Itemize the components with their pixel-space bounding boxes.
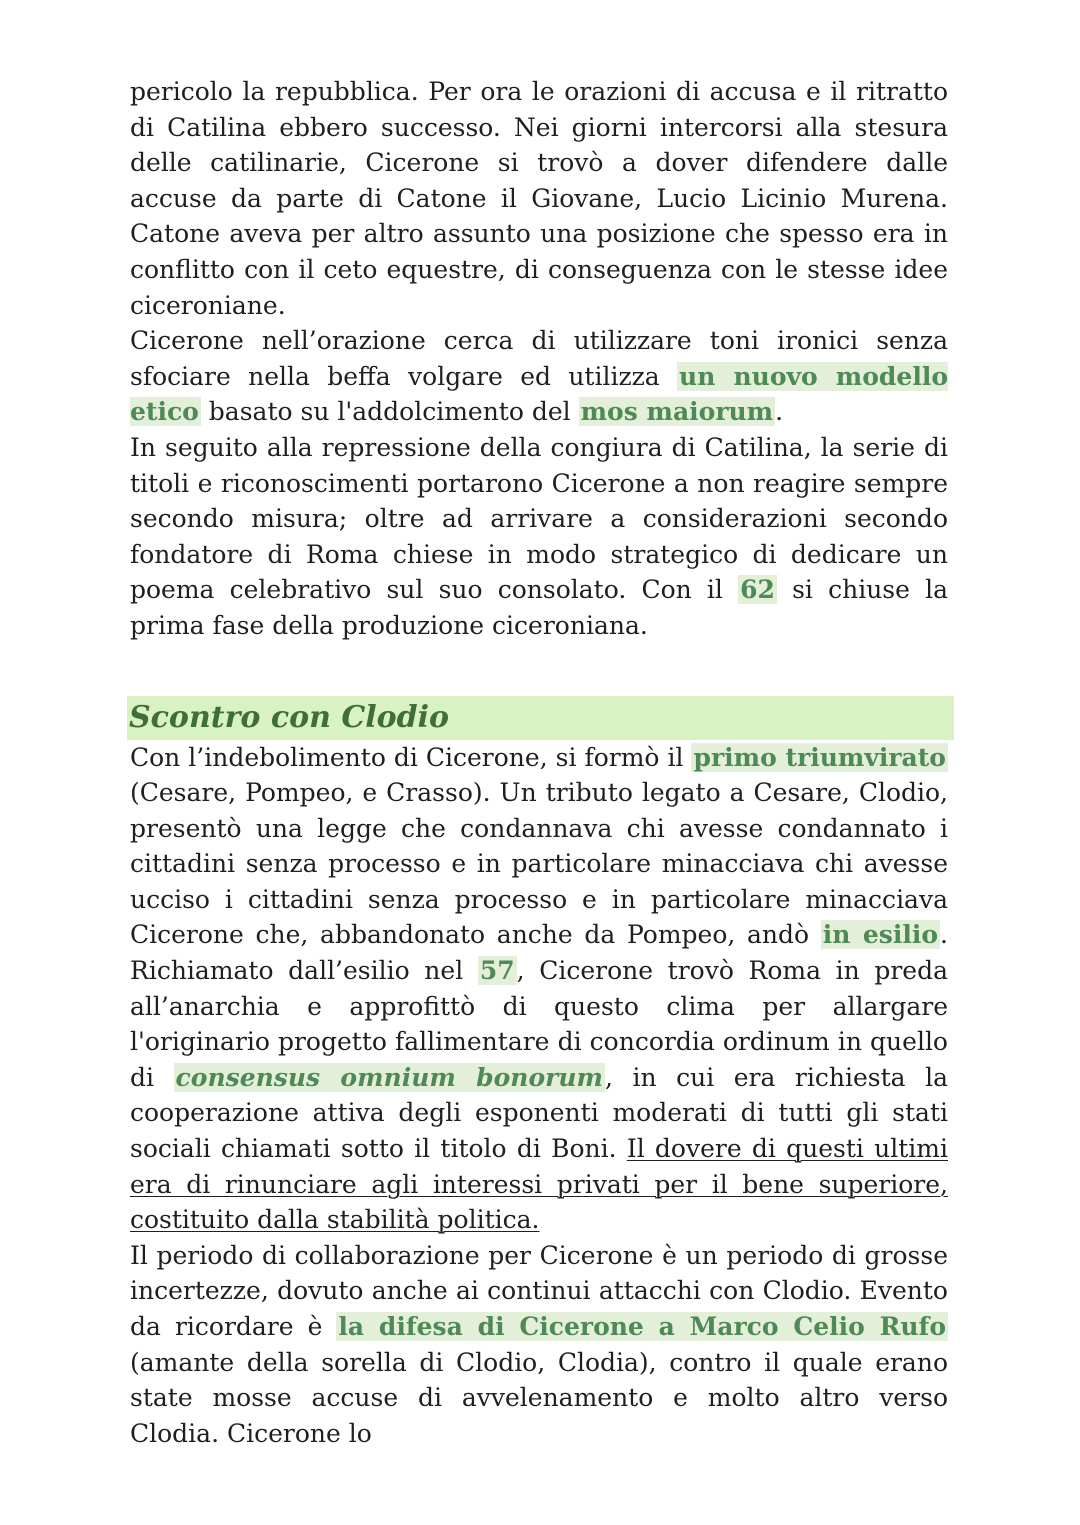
- highlight-year-57: 57: [479, 956, 515, 986]
- paragraph-collaborazione: [130, 1238, 948, 1452]
- paragraph-text: pericolo la repubblica. Per ora le orazioni di accusa e il ritratto di Catilina ebbero successo. Nei giorni intercorsi alla stesura delle catilinarie, Cicerone si trovò a dover difendere dalle accuse da parte di Catone il Giovane, Lucio Licinio Murena. Catone aveva per altro assunto una posizione che spesso era in conflitto con il ceto equestre, di conseguenza con le stesse idee ciceroniane.: [130, 77, 948, 320]
- underlined-sentence: Il dovere di questi ultimi era di rinunciare agli interessi privati per il bene superiore, costituito dalla stabilità politica.: [130, 1134, 948, 1235]
- section-spacer: [130, 644, 948, 696]
- paragraph-text: , in cui era richiesta la cooperazione attiva degli esponenti moderati di tutti gli stati sociali chiamati sotto il titolo di Boni.: [130, 1062, 948, 1164]
- highlight-mos-maiorum: mos maiorum: [580, 397, 774, 427]
- paragraph-text: basato su l'addolcimento del: [200, 397, 579, 427]
- highlight-modello-etico: un nuovo modello etico: [130, 361, 948, 427]
- paragraph-catilinarie: [130, 74, 948, 323]
- paragraph-repressione: [130, 430, 948, 644]
- paragraph-text: Cicerone nell’orazione cerca di utilizzare toni ironici senza sfociare nella beffa volgare ed utilizza: [130, 326, 948, 391]
- paragraph-text: In seguito alla repressione della congiura di Catilina, la serie di titoli e riconoscimenti portarono Cicerone a non reagire sempre secondo misura; oltre ad arrivare a considerazioni secondo fondatore di Roma chiese in modo strategico di dedicare un poema celebrativo sul suo consolato. Con il: [130, 432, 948, 605]
- paragraph-text: (Cesare, Pompeo, e Crasso). Un tributo legato a Cesare, Clodio, presentò una legge che condannava chi avesse condannato i cittadini senza processo e in particolare minacciava chi avesse ucciso i cittadini senza processo e in particolare minacciava Cicerone che, abbandonato anche da Pompeo, andò: [130, 778, 948, 950]
- paragraph-text: . Richiamato dall’esilio nel: [130, 920, 948, 986]
- highlight-year-62: 62: [740, 575, 775, 605]
- highlight-difesa-celio: la difesa di Cicerone a Marco Celio Rufo: [338, 1312, 946, 1341]
- highlight-consensus-omnium: consensus omnium bonorum: [175, 1062, 603, 1092]
- paragraph-text: .: [775, 397, 784, 427]
- paragraph-text: , Cicerone trovò Roma in preda all’anarchia e approfittò di questo clima per allargare l'originario progetto fallimentare di concordia ordinum in quello di: [130, 956, 948, 1092]
- paragraph-text: Il periodo di collaborazione per Cicerone è un periodo di grosse incertezze, dovuto anche ai continui attacchi con Clodio. Evento da ricordare è: [130, 1240, 948, 1341]
- paragraph-triumvirato: [130, 740, 948, 1238]
- paragraph-modello-etico: [130, 323, 948, 430]
- section-heading: Scontro con Clodio: [127, 696, 954, 740]
- highlight-primo-triumvirato: primo triumvirato: [693, 742, 946, 772]
- paragraph-text: Con l’indebolimento di Cicerone, si formò il: [130, 742, 692, 772]
- paragraph-text: (amante della sorella di Clodio, Clodia), contro il quale erano state mosse accuse di avvelenamento e molto altro verso Clodia. Cicerone lo: [130, 1347, 948, 1448]
- highlight-in-esilio: in esilio: [822, 920, 939, 950]
- document-page: [130, 74, 948, 1451]
- paragraph-text: si chiuse la prima fase della produzione ciceroniana.: [130, 575, 948, 640]
